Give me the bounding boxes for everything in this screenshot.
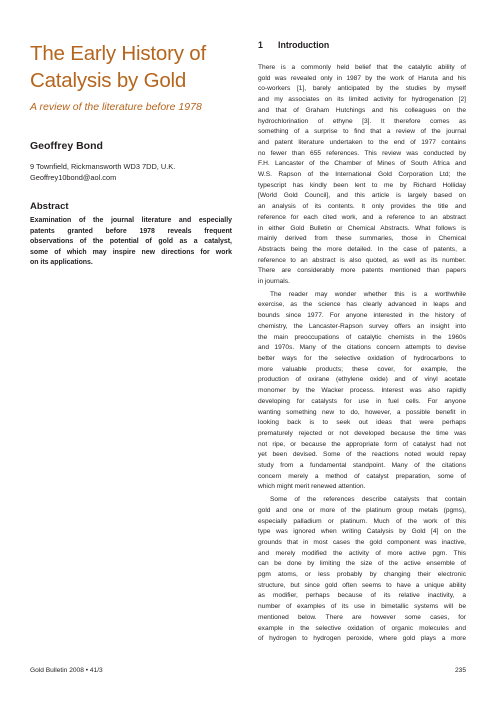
body-line: co-workers [1], barely anticipated by the studies by myself [258, 85, 466, 93]
body-line: W.S. Rapson of the International Gold Corporation Ltd; the [258, 171, 466, 179]
body-line: pgm atoms, or less probably by changing their electronic [258, 571, 466, 579]
author-name: Geoffrey Bond [30, 140, 103, 152]
section-number: 1 [258, 40, 263, 50]
address-line: 9 Townfield, Rickmansworth WD3 7DD, U.K. [30, 162, 176, 171]
body-line: prematurely rejected or not developed because the time was [258, 429, 466, 437]
title-line: Catalysis by Gold [30, 69, 187, 92]
author-address [30, 162, 232, 183]
body-line: an analysis of its contents. It only provides the title and [258, 203, 466, 211]
body-line: and my associates on its limited activity for hydrogenation [2] [258, 96, 466, 104]
body-line: production of oxirane (ethylene oxide) and of vinyl acetate [258, 376, 466, 384]
body-line: hydrochlorination of ethyne [3]. It therefore comes as [258, 117, 466, 125]
body-line: exercise, as the science has clearly advanced in leaps and [258, 301, 466, 309]
body-line: looking back is to seek out ideas that were perhaps [258, 419, 466, 427]
body-line: can be done by limiting the size of the active ensemble of [258, 560, 466, 568]
body-line: which might merit renewed attention. [258, 483, 366, 491]
title-line: The Early History of [30, 42, 206, 65]
body-line: in journals. [258, 278, 290, 286]
abstract-line: observations of the potential of gold as a catalyst, [30, 238, 232, 245]
body-line: especially palladium or platinum. Much of the work of this [258, 517, 466, 525]
abstract-line: patents granted before 1978 reveals frequent [30, 227, 232, 235]
body-line: concern merely a method of catalyst preparation, some of [258, 472, 466, 480]
body-line: [World Gold Council], and this article is largely based on [258, 192, 466, 200]
abstract-heading: Abstract [30, 201, 69, 212]
body-line: and patent literature undertaken to the end of 1977 contains [258, 138, 466, 146]
body-line: no fewer than 655 references. This review was conducted by [258, 149, 466, 157]
article-subtitle: A review of the literature before 1978 [30, 101, 202, 113]
body-line: number of examples of its use in bimetallic systems will be [258, 603, 466, 611]
body-line: wanting something new to do, however, a possible benefit in [258, 408, 466, 416]
front-matter [30, 40, 232, 269]
body-line: reference for each cited work, and a reference to an abstract [258, 213, 466, 221]
body-text [258, 63, 466, 645]
main-column [258, 40, 466, 645]
body-line: more valuable products; these cover, for example, the [258, 365, 466, 373]
page-number: 235 [454, 667, 466, 674]
body-line: mentioned below. There are however some cases, for [258, 613, 466, 621]
body-line: better ways for the selective oxidation of hydrocarbons to [258, 354, 466, 362]
body-line: of hydrogen to hydrogen peroxide, where gold plays a more [258, 635, 466, 643]
body-line: The reader may wonder whether this is a worthwhile [270, 290, 466, 298]
body-line: in either Gold Bulletin or Chemical Abstracts. What follows is [258, 224, 466, 232]
body-line: There is a commonly held belief that the catalytic ability of [258, 64, 466, 71]
body-line: reference to an abstract is also quoted, as well as its number. [258, 256, 466, 264]
body-line: F.H. Lancaster of the Chamber of Mines of South Africa and [258, 160, 466, 168]
journal-name: Gold Bulletin 2008 • 41/3 [30, 667, 103, 674]
body-line: yet been devised. Some of the reactions noted would repay [258, 451, 466, 459]
body-line: study from a fundamental standpoint. Many of the citations [258, 462, 466, 470]
abstract-line: some of which may inspire new directions for work [30, 248, 232, 256]
abstract-body [30, 216, 232, 269]
body-line: example in the selective oxidation of organic molecules and [258, 624, 466, 632]
section-heading [258, 40, 466, 51]
article-title [30, 40, 232, 94]
abstract-line: on its applications. [30, 259, 93, 266]
body-line: developing for catalysts for use in fuel cells. For anyone [258, 397, 466, 405]
body-line: not ripe, or because the appropriate form of catalyst had not [258, 440, 466, 448]
body-line: Abstracts being the more detailed. In the case of patents, a [258, 245, 466, 253]
author-email: Geoffrey10bond@aol.com [30, 172, 117, 182]
body-line: mainly derived from these summaries, those in Chemical [258, 235, 466, 243]
body-line: monomer by the Wacker process. Interest was also rapidly [258, 387, 466, 395]
body-line: gold was revealed only in 1987 by the work of Haruta and his [258, 74, 466, 82]
body-line: and 1970s. Many of the citations concern attempts to devise [258, 344, 466, 352]
body-line: and merely modified the activity of more active pgm. This [258, 549, 466, 557]
body-line: grounds that in most cases the gold component was inactive, [258, 538, 466, 546]
body-line: Some of the references describe catalysts that contain [270, 496, 466, 504]
body-line: gold and one or more of the platinum group metals (pgms), [258, 506, 466, 514]
section-title: Introduction [278, 40, 330, 50]
body-line: structure, but since gold often seems to have a unique ability [258, 581, 466, 589]
body-line: as modifier, perhaps because of its relative inactivity, a [258, 592, 466, 600]
body-line: chemistry, the Lancaster-Rapson survey offers an insight into [258, 322, 466, 330]
body-line: type was ignored when writing Catalysis by Gold [4] on the [258, 528, 466, 536]
body-line: and that of Graham Hutchings and his colleagues on the [258, 106, 466, 114]
abstract-line: Examination of the journal literature and especially [30, 217, 232, 224]
body-line: typescript has kindly been lent to me by Richard Holliday [258, 181, 466, 189]
body-line: bounds since 1977. For anyone interested in the history of [258, 312, 466, 320]
body-line: something of a surprise to find that a review of the journal [258, 128, 466, 136]
body-line: the main preoccupations of catalytic chemists in the 1960s [258, 333, 466, 341]
body-line: There are considerably more patents mentioned than papers [258, 267, 466, 275]
